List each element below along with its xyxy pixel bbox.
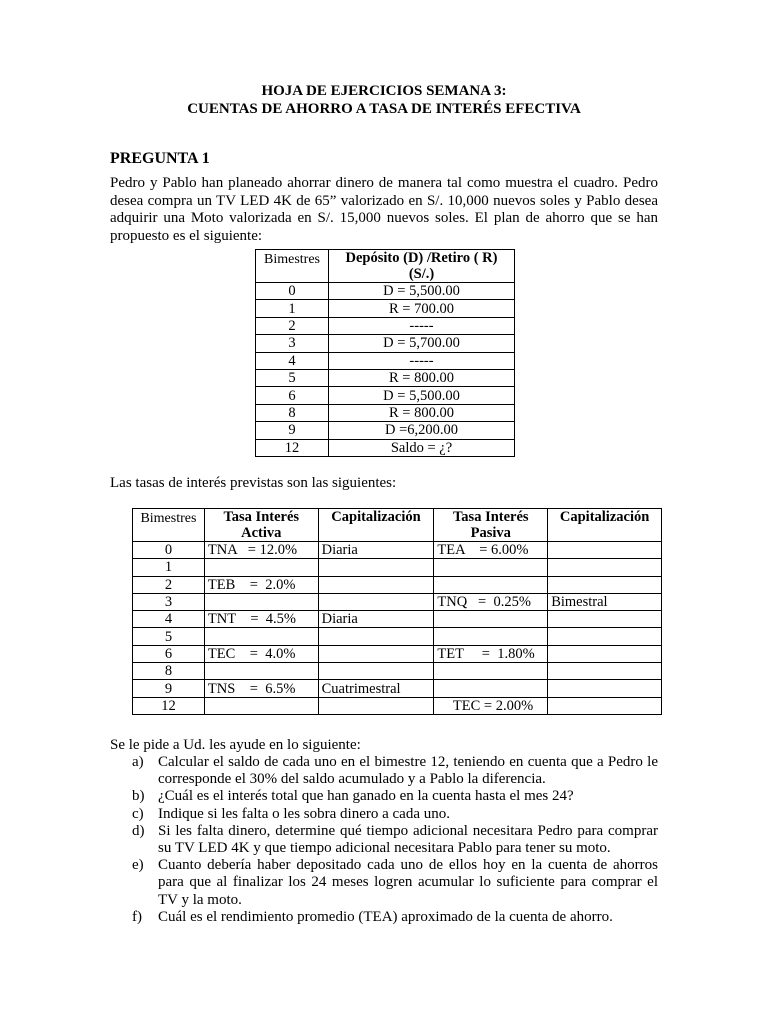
questions-list bbox=[132, 754, 658, 926]
question-letter: e) bbox=[132, 857, 144, 874]
plan-cell-bimestre: 12 bbox=[256, 439, 329, 456]
table-row bbox=[256, 283, 515, 300]
table-row bbox=[133, 576, 662, 593]
list-item bbox=[132, 857, 658, 909]
rates-cell-capitalizacion-pasiva bbox=[548, 559, 662, 576]
table-row bbox=[256, 369, 515, 386]
rates-cell-capitalizacion-activa bbox=[318, 645, 434, 662]
rates-cell-bimestre: 0 bbox=[133, 542, 205, 559]
rates-cell-bimestre: 2 bbox=[133, 576, 205, 593]
rates-cell-tasa-pasiva: TNQ = 0.25% bbox=[434, 593, 548, 610]
plan-cell-bimestre: 5 bbox=[256, 369, 329, 386]
rates-cell-tasa-activa bbox=[204, 697, 318, 714]
rates-cell-bimestre: 12 bbox=[133, 697, 205, 714]
table-row bbox=[133, 645, 662, 662]
rates-cell-capitalizacion-pasiva bbox=[548, 645, 662, 662]
rates-cell-bimestre: 5 bbox=[133, 628, 205, 645]
rates-header-bimestres: Bimestres bbox=[133, 509, 205, 542]
rates-cell-tasa-pasiva bbox=[434, 576, 548, 593]
table-row bbox=[133, 697, 662, 714]
rates-cell-capitalizacion-pasiva bbox=[548, 697, 662, 714]
rates-cell-capitalizacion-activa bbox=[318, 697, 434, 714]
rates-cell-tasa-pasiva bbox=[434, 680, 548, 697]
rates-cell-capitalizacion-pasiva bbox=[548, 628, 662, 645]
question-text: Cuanto debería haber depositado cada uno de ellos hoy en la cuenta de ahorros para que al finalizar los 24 meses logren acumular lo suficiente para comprar el TV y la moto. bbox=[158, 857, 658, 908]
table-row bbox=[256, 300, 515, 317]
question-paragraph: Pedro y Pablo han planeado ahorrar dinero de manera tal como muestra el cuadro. Pedro desea compra un TV LED 4K de 65” valorizado en S/. 10,000 nuevos soles y Pablo desea adquirir una Moto valorizada en S/. 15,000 nuevos soles. El plan de ahorro que se han propuesto es el siguiente: bbox=[110, 175, 658, 244]
rates-cell-capitalizacion-pasiva bbox=[548, 611, 662, 628]
list-item bbox=[132, 909, 658, 926]
rates-cell-tasa-activa bbox=[204, 559, 318, 576]
rates-cell-capitalizacion-pasiva bbox=[548, 680, 662, 697]
plan-cell-bimestre: 6 bbox=[256, 387, 329, 404]
rates-cell-bimestre: 6 bbox=[133, 645, 205, 662]
plan-cell-movimiento: ----- bbox=[329, 352, 515, 369]
document-title-line1: HOJA DE EJERCICIOS SEMANA 3: bbox=[261, 83, 507, 99]
plan-header-bimestres: Bimestres bbox=[256, 250, 329, 283]
savings-plan-header-row bbox=[256, 250, 515, 283]
interest-rates-body bbox=[133, 542, 662, 715]
list-item bbox=[132, 806, 658, 823]
rates-cell-tasa-pasiva: TEC = 2.00% bbox=[434, 697, 548, 714]
tasas-intro-text: Las tasas de interés previstas son las siguientes: bbox=[110, 475, 397, 491]
question-heading: PREGUNTA 1 bbox=[110, 150, 210, 167]
rates-cell-tasa-activa: TEC = 4.0% bbox=[204, 645, 318, 662]
table-row bbox=[133, 663, 662, 680]
table-row bbox=[133, 542, 662, 559]
question-text: Indique si les falta o les sobra dinero a cada uno. bbox=[158, 805, 450, 822]
question-letter: c) bbox=[132, 805, 144, 822]
question-letter: a) bbox=[132, 754, 144, 770]
plan-cell-movimiento: D =6,200.00 bbox=[329, 422, 515, 439]
question-letter: f) bbox=[132, 908, 142, 925]
rates-cell-bimestre: 8 bbox=[133, 663, 205, 680]
rates-cell-tasa-activa bbox=[204, 628, 318, 645]
table-row bbox=[133, 559, 662, 576]
rates-cell-tasa-activa: TNA = 12.0% bbox=[204, 542, 318, 559]
question-letter: b) bbox=[132, 788, 145, 805]
rates-header-row bbox=[133, 509, 662, 542]
document-title-line2: CUENTAS DE AHORRO A TASA DE INTERÉS EFECTIVA bbox=[187, 101, 581, 117]
plan-cell-bimestre: 0 bbox=[256, 283, 329, 300]
question-text: Calcular el saldo de cada uno en el bimestre 12, teniendo en cuenta que a Pedro le corresponde el 30% del saldo acumulado y a Pablo la diferencia. bbox=[158, 754, 658, 788]
rates-header-tasa-pasiva: Tasa Interés Pasiva bbox=[434, 509, 548, 542]
table-row bbox=[133, 593, 662, 610]
interest-rates-table bbox=[132, 508, 662, 715]
rates-header-capitalizacion-activa: Capitalización bbox=[318, 509, 434, 542]
rates-header-tasa-activa: Tasa Interés Activa bbox=[204, 509, 318, 542]
rates-cell-tasa-activa bbox=[204, 663, 318, 680]
rates-cell-capitalizacion-activa bbox=[318, 663, 434, 680]
rates-cell-bimestre: 9 bbox=[133, 680, 205, 697]
question-text: ¿Cuál es el interés total que han ganado en la cuenta hasta el mes 24? bbox=[158, 788, 574, 805]
question-letter: d) bbox=[132, 822, 145, 839]
rates-cell-tasa-pasiva bbox=[434, 611, 548, 628]
rates-cell-tasa-pasiva bbox=[434, 628, 548, 645]
rates-cell-capitalizacion-activa bbox=[318, 628, 434, 645]
rates-cell-bimestre: 1 bbox=[133, 559, 205, 576]
table-row bbox=[256, 439, 515, 456]
rates-cell-tasa-activa: TNT = 4.5% bbox=[204, 611, 318, 628]
plan-cell-movimiento: Saldo = ¿? bbox=[329, 439, 515, 456]
rates-cell-tasa-pasiva: TEA = 6.00% bbox=[434, 542, 548, 559]
list-item bbox=[132, 823, 658, 857]
rates-cell-tasa-activa: TNS = 6.5% bbox=[204, 680, 318, 697]
savings-plan-body bbox=[256, 283, 515, 457]
list-item bbox=[132, 754, 658, 788]
rates-cell-bimestre: 4 bbox=[133, 611, 205, 628]
table-row bbox=[256, 422, 515, 439]
plan-cell-movimiento: D = 5,500.00 bbox=[329, 283, 515, 300]
rates-cell-capitalizacion-pasiva bbox=[548, 663, 662, 680]
table-row bbox=[133, 628, 662, 645]
question-text: Cuál es el rendimiento promedio (TEA) aproximado de la cuenta de ahorro. bbox=[158, 908, 613, 925]
rates-cell-capitalizacion-activa: Diaria bbox=[318, 611, 434, 628]
plan-cell-bimestre: 1 bbox=[256, 300, 329, 317]
rates-cell-tasa-activa bbox=[204, 593, 318, 610]
rates-cell-bimestre: 3 bbox=[133, 593, 205, 610]
rates-cell-capitalizacion-activa bbox=[318, 576, 434, 593]
rates-cell-capitalizacion-activa: Cuatrimestral bbox=[318, 680, 434, 697]
table-row bbox=[256, 352, 515, 369]
rates-cell-capitalizacion-activa: Diaria bbox=[318, 542, 434, 559]
savings-plan-table bbox=[255, 249, 515, 457]
list-item bbox=[132, 788, 658, 805]
plan-cell-bimestre: 8 bbox=[256, 404, 329, 421]
table-row bbox=[133, 611, 662, 628]
rates-header-capitalizacion-pasiva: Capitalización bbox=[548, 509, 662, 542]
plan-cell-movimiento: R = 800.00 bbox=[329, 369, 515, 386]
rates-cell-capitalizacion-activa bbox=[318, 559, 434, 576]
plan-cell-bimestre: 9 bbox=[256, 422, 329, 439]
table-row bbox=[256, 335, 515, 352]
plan-cell-movimiento: R = 700.00 bbox=[329, 300, 515, 317]
table-row bbox=[256, 404, 515, 421]
plan-cell-bimestre: 2 bbox=[256, 317, 329, 334]
rates-cell-capitalizacion-pasiva: Bimestral bbox=[548, 593, 662, 610]
plan-cell-bimestre: 3 bbox=[256, 335, 329, 352]
plan-cell-movimiento: R = 800.00 bbox=[329, 404, 515, 421]
plan-cell-movimiento: D = 5,700.00 bbox=[329, 335, 515, 352]
question-text: Si les falta dinero, determine qué tiempo adicional necesitara Pedro para comprar su TV LED 4K y que tiempo adicional necesitara Pablo para tener su moto. bbox=[158, 822, 658, 857]
rates-cell-capitalizacion-pasiva bbox=[548, 542, 662, 559]
plan-cell-bimestre: 4 bbox=[256, 352, 329, 369]
plan-header-deposito: Depósito (D) /Retiro ( R) (S/.) bbox=[329, 250, 515, 283]
request-intro-text: Se le pide a Ud. les ayude en lo siguiente: bbox=[110, 737, 361, 753]
table-row bbox=[256, 387, 515, 404]
plan-cell-movimiento: ----- bbox=[329, 317, 515, 334]
plan-cell-movimiento: D = 5,500.00 bbox=[329, 387, 515, 404]
rates-cell-tasa-pasiva bbox=[434, 559, 548, 576]
rates-cell-tasa-pasiva bbox=[434, 663, 548, 680]
rates-cell-capitalizacion-activa bbox=[318, 593, 434, 610]
rates-cell-tasa-activa: TEB = 2.0% bbox=[204, 576, 318, 593]
rates-cell-tasa-pasiva: TET = 1.80% bbox=[434, 645, 548, 662]
table-row bbox=[256, 317, 515, 334]
rates-cell-capitalizacion-pasiva bbox=[548, 576, 662, 593]
table-row bbox=[133, 680, 662, 697]
